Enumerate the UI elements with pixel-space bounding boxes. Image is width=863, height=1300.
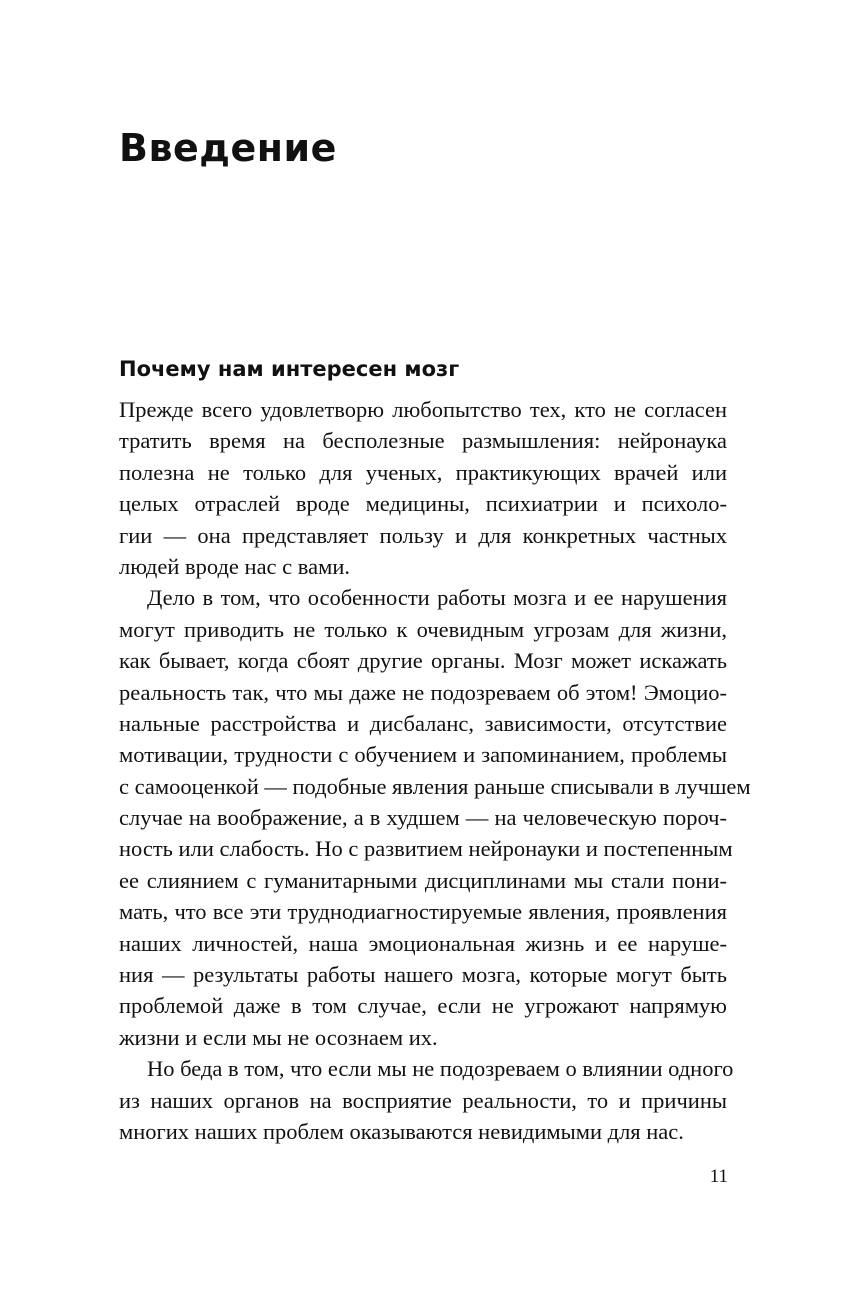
body-text [119, 394, 751, 1147]
paragraph-3-line: из наших органов на восприятие реальности, то и причины [119, 1087, 727, 1113]
paragraph-2-line: ния — результаты работы нашего мозга, которые могут быть [119, 962, 727, 988]
paragraph-2-line: мотивации, трудности с обучением и запоминанием, проблемы [119, 742, 727, 768]
chapter-title: Введение [119, 126, 337, 170]
paragraph-2-line: жизни и если мы не осознаем их. [119, 1024, 438, 1050]
paragraph-2-line: нальные расстройства и дисбаланс, зависимости, отсутствие [119, 710, 727, 736]
paragraph-3-line: Но беда в том, что если мы не подозреваем о влиянии одного [147, 1056, 734, 1082]
paragraph-2-line: ее слиянием с гуманитарными дисциплинами мы стали пони- [119, 867, 727, 893]
page-number: 11 [709, 1166, 728, 1187]
paragraph-2-line: мать, что все эти труднодиагностируемые явления, проявления [119, 899, 727, 925]
paragraph-1-line: полезна не только для ученых, практикующих врачей или [119, 459, 727, 485]
paragraph-2-line: реальность так, что мы даже не подозреваем об этом! Эмоцио- [119, 679, 727, 705]
paragraph-1-line: гии — она представляет пользу и для конкретных частных [119, 522, 727, 548]
paragraph-2-line: с самооценкой — подобные явления раньше списывали в лучшем [119, 773, 751, 799]
section-heading: Почему нам интересен мозг [119, 357, 460, 381]
paragraph-1-line: тратить время на бесполезные размышления: нейронаука [119, 428, 727, 454]
paragraph-2-line: случае на воображение, а в худшем — на человеческую пороч- [119, 805, 727, 831]
paragraph-2-line: как бывает, когда сбоят другие органы. Мозг может искажать [119, 648, 727, 674]
paragraph-2-line: Дело в том, что особенности работы мозга и ее нарушения [147, 585, 727, 611]
paragraph-1-line: людей вроде нас с вами. [119, 553, 350, 579]
paragraph-2-line: ность или слабость. Но с развитием нейронауки и постепенным [119, 836, 733, 862]
paragraph-3-line: многих наших проблем оказываются невидимыми для нас. [119, 1118, 684, 1144]
paragraph-2-line: наших личностей, наша эмоциональная жизнь и ее наруше- [119, 930, 727, 956]
paragraph-2-line: могут приводить не только к очевидным угрозам для жизни, [119, 616, 727, 642]
paragraph-2-line: проблемой даже в том случае, если не угрожают напрямую [119, 993, 727, 1019]
paragraph-1-line: целых отраслей вроде медицины, психиатрии и психоло- [119, 491, 727, 517]
paragraph-1-line: Прежде всего удовлетворю любопытство тех, кто не согласен [119, 397, 727, 422]
